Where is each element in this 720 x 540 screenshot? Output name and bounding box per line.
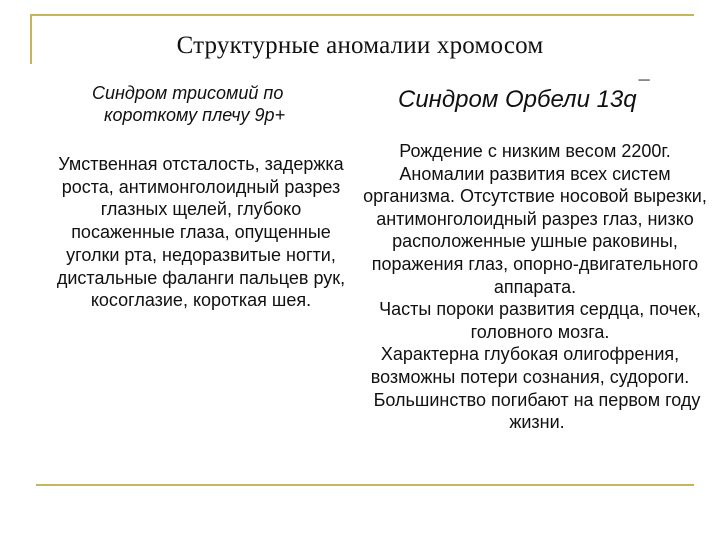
right-description: [340, 140, 710, 434]
slide-title: Структурные аномалии хромосом: [176, 32, 544, 59]
right-paragraph-4: Большинство погибают на первом году жизни.: [373, 389, 701, 433]
left-description: Умственная отсталость, задержка роста, антимонголоидный разрез глазных щелей, глубоко посаженные глаза, опущенные уголки рта, недоразвитые ногти, дистальные фаланги пальцев рук, косоглазие, короткая шея.: [56, 154, 346, 311]
left-heading-line1: Синдром трисомий по: [92, 83, 284, 103]
left-syndrome-heading: [92, 82, 352, 126]
deletion-mark: ¯: [638, 78, 650, 100]
right-paragraph-3: Характерна глубокая олигофрения, возможны потери сознания, судороги.: [370, 344, 690, 387]
right-paragraph-2: Часты пороки развития сердца, почек, головного мозга.: [379, 299, 701, 342]
right-heading-text: Синдром Орбели 13q: [398, 86, 637, 113]
right-paragraph-1: Рождение с низким весом 2200г. Аномалии развития всех систем организма. Отсутствие носовой вырезки, антимонголоидный разрез глаз, низко расположенные ушные раковины, поражения глаз, опорно-двигательного аппарата.: [363, 141, 707, 297]
frame-bottom-rule: [36, 484, 694, 486]
right-syndrome-heading: [398, 75, 650, 114]
frame-top-rule: [30, 14, 694, 16]
left-heading-line2: короткому плечу 9р+: [104, 105, 286, 125]
